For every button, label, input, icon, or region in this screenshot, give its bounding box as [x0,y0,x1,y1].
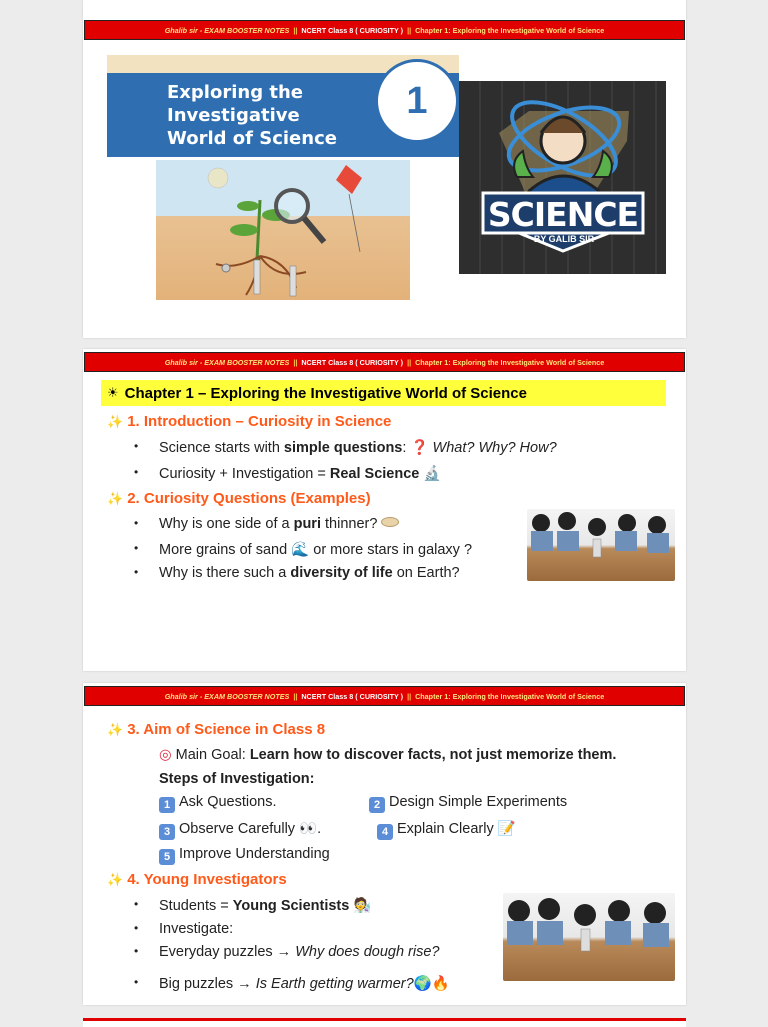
plant-illustration-icon [156,160,410,300]
banner-sep: || [407,691,412,701]
text: Why is there such a [159,565,291,581]
students-experiment-icon [503,893,675,981]
chapter-number-badge: 1 [375,59,459,143]
text: Why is one side of a [159,516,294,532]
list-item [134,565,460,581]
section-3-title [107,721,325,738]
header-banner [84,686,685,706]
students-experiment-icon [527,509,675,581]
target-icon: ◎ [159,747,172,763]
text-bold: puri [293,516,321,532]
text: Students = [159,898,233,914]
text: Investigate: [159,921,234,937]
header-banner [84,352,685,372]
chapter-heading [101,380,666,406]
bullet-icon: • [134,921,139,935]
text-bold: Real Science [329,466,420,482]
cover-title-line2: Investigative [167,105,300,126]
sparkle-icon: ✨ [107,872,124,887]
step-text: Improve Understanding [179,846,330,862]
step-text: Explain Clearly 📝 [397,821,516,837]
list-item [134,465,442,482]
banner-sep: || [293,691,298,701]
text-bold: Learn how to discover facts, not just memorize them. [249,747,617,763]
sparkle-icon: ✨ [107,722,124,737]
section-2-title [107,490,371,507]
students-image [503,893,675,981]
chapter-heading-text: Chapter 1 – Exploring the Investigative World of Science [124,384,527,402]
science-logo [459,81,666,274]
puri-icon [381,517,399,527]
step-number-badge: 3 [159,824,175,840]
students-image [527,509,675,581]
bullet-icon: • [134,897,139,911]
banner-part3: Chapter 1: Exploring the Investigative World of Science [415,691,605,701]
text-italic: Why does dough rise? [295,944,440,960]
bullet-icon: • [134,541,139,555]
cover-title-line1: Exploring the [167,82,303,103]
banner-part2: NCERT Class 8 ( CURIOSITY ) [301,25,404,35]
cover-illustration [156,160,410,300]
question-mark-icon: ❓ [410,440,429,456]
banner-sep: || [407,357,412,367]
banner-part1: Ghalib sir - EXAM BOOSTER NOTES [164,691,290,701]
list-item [134,975,450,992]
step-text: Ask Questions. [179,794,277,810]
step-number-badge: 4 [377,824,393,840]
section-4-title-text: 4. Young Investigators [127,871,287,888]
banner-part3: Chapter 1: Exploring the Investigative World of Science [415,357,605,367]
main-goal [159,747,616,763]
list-item [134,439,557,456]
list-item [134,897,372,914]
step-number-badge: 2 [369,797,385,813]
text-bold: Young Scientists [232,898,350,914]
cover-title [167,81,337,150]
step-item [159,846,330,865]
step-item [159,794,277,813]
list-item [134,541,473,558]
next-page-edge [83,1018,686,1027]
banner-sep: || [293,25,298,35]
text: : [402,440,411,456]
bullet-icon: • [134,516,139,530]
text: Science starts with [159,440,284,456]
section-2-title-text: 2. Curiosity Questions (Examples) [127,490,371,507]
page-cover [83,0,686,338]
text: Everyday puzzles → [159,944,296,960]
step-item [159,820,321,840]
step-number-badge: 5 [159,849,175,865]
step-number-badge: 1 [159,797,175,813]
section-4-title [107,871,287,888]
sun-icon: ☀ [107,385,119,400]
list-item [134,944,440,960]
header-banner [84,20,685,40]
banner-part2: NCERT Class 8 ( CURIOSITY ) [301,691,404,701]
section-3-title-text: 3. Aim of Science in Class 8 [127,721,326,738]
logo-text: SCIENCE [487,195,639,234]
banner-part3: Chapter 1: Exploring the Investigative World of Science [415,25,605,35]
bullet-icon: • [134,565,139,579]
cover-title-line3: World of Science [167,128,337,149]
scientist-icon: 🧑‍🔬 [353,898,372,914]
text-bold: simple questions [283,440,403,456]
sparkle-icon: ✨ [107,414,124,429]
page-notes-2 [83,683,686,1005]
bullet-icon: • [134,975,139,989]
text: on Earth? [392,565,460,581]
banner-sep: || [293,357,298,367]
banner-part2: NCERT Class 8 ( CURIOSITY ) [301,357,404,367]
logo-subtext: BY GALIB SIR [533,234,595,244]
step-item [377,820,516,840]
bullet-icon: • [134,465,139,479]
step-text: Observe Carefully 👀. [179,821,322,837]
bullet-icon: • [134,439,139,453]
cover-title-block [107,55,459,157]
bullet-icon: • [134,944,139,958]
text: Curiosity + Investigation = [159,466,330,482]
banner-part1: Ghalib sir - EXAM BOOSTER NOTES [164,25,290,35]
text: Big puzzles → [159,976,256,992]
text: Main Goal: [175,747,250,763]
banner-sep: || [407,25,412,35]
text-italic: Is Earth getting warmer? [255,976,414,992]
step-item [369,794,567,813]
microscope-icon: 🔬 [423,466,442,482]
scientist-logo-icon [459,81,666,274]
text: More grains of sand 🌊 or more stars in galaxy ? [159,542,473,558]
steps-title: Steps of Investigation: [159,771,315,787]
section-1-title-text: 1. Introduction – Curiosity in Science [127,413,392,430]
section-1-title [107,413,391,430]
list-item [134,921,234,937]
step-text: Design Simple Experiments [389,794,568,810]
text-bold: diversity of life [290,565,393,581]
list-item [134,516,399,532]
sparkle-icon: ✨ [107,491,124,506]
page-notes-1 [83,349,686,671]
earth-fire-icon: 🌍🔥 [413,976,450,992]
text-italic: What? Why? How? [428,440,557,456]
banner-part1: Ghalib sir - EXAM BOOSTER NOTES [164,357,290,367]
text: thinner? [320,516,378,532]
